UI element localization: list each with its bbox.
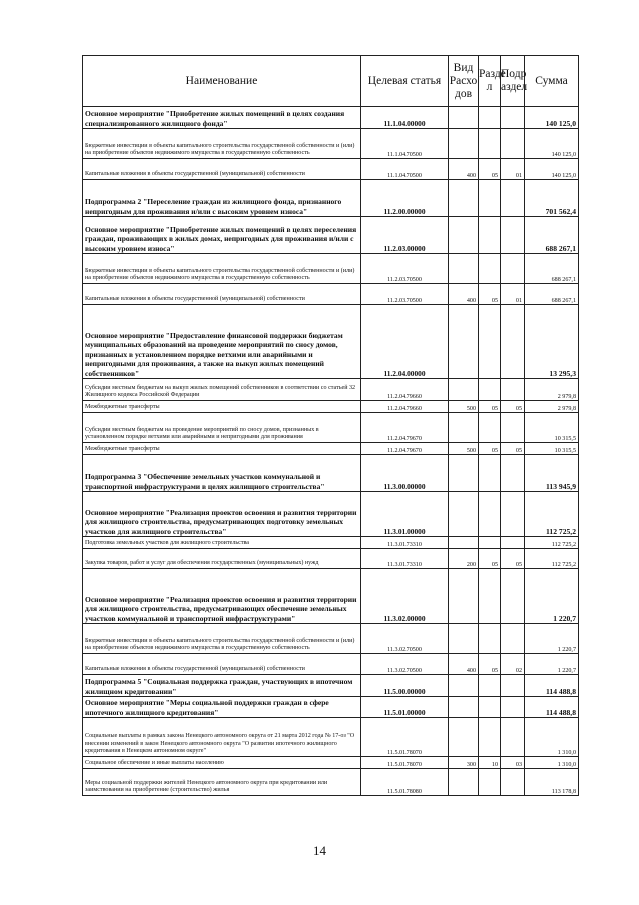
table-cell-sum: 1 310,0 xyxy=(525,718,579,757)
table-cell-podrazdel: 01 xyxy=(501,159,525,180)
table-cell-code: 11.2.04.79670 xyxy=(361,443,449,455)
table-cell-sum: 2 979,8 xyxy=(525,379,579,401)
table-cell-name: Капитальные вложения в объекты государственной (муниципальной) собственности xyxy=(83,159,361,180)
table-cell-name: Социальные выплаты в рамках закона Ненецкого автономного округа от 21 марта 2012 года № 17-оз "О внесении изменений в закон Ненецкого автономного округа "О развитии ипотечного жилищного кредитования в Ненецком автономном округе" xyxy=(83,718,361,757)
table-cell-code: 11.3.02.70500 xyxy=(361,624,449,654)
header-vid: Вид Расхо дов xyxy=(449,56,479,107)
table-cell-vid xyxy=(449,492,479,537)
table-cell-razdel xyxy=(479,379,501,401)
table-cell-vid xyxy=(449,675,479,697)
table-cell-code: 11.1.04.70500 xyxy=(361,129,449,159)
table-row xyxy=(83,624,579,654)
table-cell-podrazdel xyxy=(501,492,525,537)
table-cell-code: 11.2.04.79660 xyxy=(361,379,449,401)
table-cell-podrazdel: 05 xyxy=(501,401,525,413)
table-cell-sum: 1 220,7 xyxy=(525,654,579,675)
table-cell-name: Бюджетные инвестиции в объекты капитального строительства государственной собственности и (или) на приобретение объектов недвижимого имущества в государственную собственность xyxy=(83,129,361,159)
table-cell-vid xyxy=(449,718,479,757)
table-row xyxy=(83,401,579,413)
table-cell-vid xyxy=(449,180,479,217)
table-cell-sum: 140 125,0 xyxy=(525,159,579,180)
table-cell-name: Подпрограмма 5 "Социальная поддержка граждан, участвующих в ипотечном жилищном кредитовании" xyxy=(83,675,361,697)
table-cell-razdel: 05 xyxy=(479,549,501,569)
table-row xyxy=(83,129,579,159)
table-cell-sum: 114 488,8 xyxy=(525,697,579,718)
table-cell-razdel xyxy=(479,624,501,654)
table-cell-podrazdel xyxy=(501,254,525,284)
table-cell-code: 11.2.03.70500 xyxy=(361,254,449,284)
table-cell-code: 11.2.04.79670 xyxy=(361,413,449,443)
table-row xyxy=(83,675,579,697)
table-cell-podrazdel xyxy=(501,180,525,217)
table-cell-vid: 400 xyxy=(449,159,479,180)
table-cell-vid xyxy=(449,769,479,796)
table-cell-code: 11.3.01.73310 xyxy=(361,549,449,569)
table-cell-razdel xyxy=(479,675,501,697)
table-cell-sum: 1 220,7 xyxy=(525,569,579,624)
table-body xyxy=(83,107,579,796)
table-cell-vid xyxy=(449,217,479,254)
table-cell-razdel xyxy=(479,129,501,159)
table-row xyxy=(83,718,579,757)
table-row xyxy=(83,284,579,305)
table-cell-sum: 10 315,5 xyxy=(525,413,579,443)
table-cell-code: 11.2.04.79660 xyxy=(361,401,449,413)
table-cell-code: 11.1.04.70500 xyxy=(361,159,449,180)
table-row xyxy=(83,537,579,549)
table-cell-podrazdel xyxy=(501,379,525,401)
table-cell-sum: 114 488,8 xyxy=(525,675,579,697)
table-cell-podrazdel xyxy=(501,675,525,697)
table-cell-name: Основное мероприятие "Приобретение жилых помещений в целях переселения граждан, проживающих в жилых домах, непригодных для проживания и/или с высоким уровнем износа" xyxy=(83,217,361,254)
header-podrazdel: Подр аздел xyxy=(501,56,525,107)
table-cell-razdel: 05 xyxy=(479,401,501,413)
table-cell-vid: 400 xyxy=(449,284,479,305)
page-number: 14 xyxy=(313,843,326,858)
table-cell-razdel xyxy=(479,769,501,796)
table-row xyxy=(83,549,579,569)
table-cell-code: 11.2.03.00000 xyxy=(361,217,449,254)
table-row xyxy=(83,107,579,129)
table-cell-vid xyxy=(449,569,479,624)
table-row xyxy=(83,769,579,796)
table-cell-vid xyxy=(449,254,479,284)
table-cell-code: 11.5.01.78070 xyxy=(361,757,449,769)
table-cell-sum: 10 315,5 xyxy=(525,443,579,455)
table-cell-sum: 112 725,2 xyxy=(525,492,579,537)
table-cell-sum: 140 125,0 xyxy=(525,107,579,129)
table-cell-name: Подпрограмма 2 "Переселение граждан из жилищного фонда, признанного непригодным для проживания и/или с высоким уровнем износа" xyxy=(83,180,361,217)
table-cell-razdel xyxy=(479,718,501,757)
table-cell-podrazdel: 01 xyxy=(501,284,525,305)
table-cell-podrazdel xyxy=(501,624,525,654)
table-cell-podrazdel xyxy=(501,217,525,254)
budget-table xyxy=(82,55,579,796)
table-cell-code: 11.2.03.70500 xyxy=(361,284,449,305)
table-cell-sum: 688 267,1 xyxy=(525,254,579,284)
header-sum: Сумма xyxy=(525,56,579,107)
table-cell-podrazdel: 02 xyxy=(501,654,525,675)
table-cell-vid xyxy=(449,697,479,718)
header-code: Целевая статья xyxy=(361,56,449,107)
table-row xyxy=(83,217,579,254)
table-cell-name: Капитальные вложения в объекты государственной (муниципальной) собственности xyxy=(83,284,361,305)
table-row xyxy=(83,492,579,537)
table-cell-name: Бюджетные инвестиции в объекты капитального строительства государственной собственности и (или) на приобретение объектов недвижимого имущества в государственную собственность xyxy=(83,624,361,654)
table-cell-sum: 112 725,2 xyxy=(525,549,579,569)
table-cell-razdel xyxy=(479,697,501,718)
table-cell-podrazdel xyxy=(501,129,525,159)
table-cell-razdel: 05 xyxy=(479,284,501,305)
budget-document xyxy=(82,55,578,796)
table-cell-razdel xyxy=(479,107,501,129)
table-cell-razdel: 05 xyxy=(479,159,501,180)
table-cell-podrazdel xyxy=(501,569,525,624)
table-cell-podrazdel xyxy=(501,413,525,443)
table-cell-razdel xyxy=(479,305,501,379)
table-cell-razdel xyxy=(479,413,501,443)
table-cell-sum: 13 295,3 xyxy=(525,305,579,379)
table-cell-sum: 688 267,1 xyxy=(525,284,579,305)
table-cell-razdel xyxy=(479,492,501,537)
table-cell-razdel xyxy=(479,217,501,254)
table-row xyxy=(83,443,579,455)
table-cell-code: 11.5.00.00000 xyxy=(361,675,449,697)
table-cell-code: 11.3.01.73310 xyxy=(361,537,449,549)
table-cell-code: 11.5.01.00000 xyxy=(361,697,449,718)
table-row xyxy=(83,697,579,718)
table-cell-vid xyxy=(449,537,479,549)
table-cell-sum: 1 220,7 xyxy=(525,624,579,654)
table-cell-code: 11.5.01.78080 xyxy=(361,769,449,796)
table-cell-vid xyxy=(449,129,479,159)
table-cell-podrazdel xyxy=(501,305,525,379)
table-row xyxy=(83,569,579,624)
table-row xyxy=(83,455,579,492)
table-cell-code: 11.3.00.00000 xyxy=(361,455,449,492)
table-cell-razdel: 05 xyxy=(479,654,501,675)
table-cell-razdel xyxy=(479,180,501,217)
table-cell-razdel xyxy=(479,537,501,549)
table-cell-code: 11.3.01.00000 xyxy=(361,492,449,537)
table-row xyxy=(83,757,579,769)
table-cell-name: Меры социальной поддержки жителей Ненецкого автономного округа при кредитовании или заимствовании на приобретение (строительство) жилья xyxy=(83,769,361,796)
table-cell-podrazdel: 03 xyxy=(501,757,525,769)
table-row xyxy=(83,413,579,443)
table-cell-sum: 113 945,9 xyxy=(525,455,579,492)
table-cell-vid: 400 xyxy=(449,654,479,675)
table-cell-name: Социальное обеспечение и иные выплаты населению xyxy=(83,757,361,769)
table-cell-name: Закупка товаров, работ и услуг для обеспечения государственных (муниципальных) нужд xyxy=(83,549,361,569)
table-cell-razdel xyxy=(479,455,501,492)
table-cell-code: 11.3.02.70500 xyxy=(361,654,449,675)
table-cell-sum: 701 562,4 xyxy=(525,180,579,217)
table-cell-podrazdel xyxy=(501,769,525,796)
table-cell-name: Подпрограмма 3 "Обеспечение земельных участков коммунальной и транспортной инфраструктурами в целях жилищного строительства" xyxy=(83,455,361,492)
table-cell-sum: 1 310,0 xyxy=(525,757,579,769)
table-cell-razdel: 10 xyxy=(479,757,501,769)
table-cell-vid xyxy=(449,305,479,379)
table-cell-sum: 140 125,0 xyxy=(525,129,579,159)
table-row xyxy=(83,180,579,217)
table-cell-vid: 300 xyxy=(449,757,479,769)
table-cell-podrazdel xyxy=(501,107,525,129)
table-cell-sum: 2 979,8 xyxy=(525,401,579,413)
table-cell-vid xyxy=(449,107,479,129)
table-cell-vid xyxy=(449,624,479,654)
table-row xyxy=(83,254,579,284)
table-cell-razdel xyxy=(479,569,501,624)
table-cell-code: 11.2.00.00000 xyxy=(361,180,449,217)
table-cell-vid: 200 xyxy=(449,549,479,569)
table-cell-name: Субсидии местным бюджетам на выкуп жилых помещений собственников в соответствии со статьей 32 Жилищного кодекса Российской Федерации xyxy=(83,379,361,401)
table-cell-code: 11.1.04.00000 xyxy=(361,107,449,129)
table-cell-name: Основное мероприятие "Предоставление финансовой поддержки бюджетам муниципальных образований на проведение мероприятий по сносу домов, признанных в установленном порядке ветхими или аварийными и непригодными для проживания, а также на выкуп жилых помещений собственников" xyxy=(83,305,361,379)
table-row xyxy=(83,159,579,180)
table-cell-podrazdel xyxy=(501,718,525,757)
table-cell-razdel xyxy=(479,254,501,284)
table-cell-name: Бюджетные инвестиции в объекты капитального строительства государственной собственности и (или) на приобретение объектов недвижимого имущества в государственную собственность xyxy=(83,254,361,284)
table-cell-name: Основное мероприятие "Реализация проектов освоения и развития территории для жилищного строительства, предусматривающих обеспечение земельных участков коммунальной и транспортной инфраструктурами" xyxy=(83,569,361,624)
table-cell-vid xyxy=(449,413,479,443)
table-cell-vid: 500 xyxy=(449,401,479,413)
table-cell-name: Основное мероприятие "Реализация проектов освоения и развития территории для жилищного строительства, предусматривающих подготовку земельных участков для жилищного строительства" xyxy=(83,492,361,537)
header-razdel: Разде л xyxy=(479,56,501,107)
table-cell-podrazdel: 05 xyxy=(501,549,525,569)
table-cell-name: Межбюджетные трансферты xyxy=(83,443,361,455)
table-cell-podrazdel xyxy=(501,455,525,492)
table-cell-podrazdel xyxy=(501,537,525,549)
table-cell-code: 11.2.04.00000 xyxy=(361,305,449,379)
table-cell-podrazdel xyxy=(501,697,525,718)
table-cell-vid: 500 xyxy=(449,443,479,455)
table-cell-name: Субсидии местным бюджетам на проведение мероприятий по сносу домов, признанных в установленном порядке ветхими или аварийными и непригодными для проживания xyxy=(83,413,361,443)
table-cell-sum: 113 178,8 xyxy=(525,769,579,796)
table-header-row xyxy=(83,56,579,107)
table-cell-code: 11.5.01.78070 xyxy=(361,718,449,757)
table-cell-name: Основное мероприятие "Меры социальной поддержки граждан в сфере ипотечного жилищного кредитования" xyxy=(83,697,361,718)
table-cell-name: Капитальные вложения в объекты государственной (муниципальной) собственности xyxy=(83,654,361,675)
header-name: Наименование xyxy=(83,56,361,107)
table-row xyxy=(83,305,579,379)
table-cell-sum: 688 267,1 xyxy=(525,217,579,254)
table-cell-razdel: 05 xyxy=(479,443,501,455)
table-row xyxy=(83,379,579,401)
table-cell-sum: 112 725,2 xyxy=(525,537,579,549)
table-row xyxy=(83,654,579,675)
table-cell-name: Основное мероприятие "Приобретение жилых помещений в целях создания специализированного жилищного фонда" xyxy=(83,107,361,129)
table-cell-name: Межбюджетные трансферты xyxy=(83,401,361,413)
table-cell-name: Подготовка земельных участков для жилищного строительства xyxy=(83,537,361,549)
table-cell-code: 11.3.02.00000 xyxy=(361,569,449,624)
table-cell-podrazdel: 05 xyxy=(501,443,525,455)
table-cell-vid xyxy=(449,455,479,492)
table-cell-vid xyxy=(449,379,479,401)
